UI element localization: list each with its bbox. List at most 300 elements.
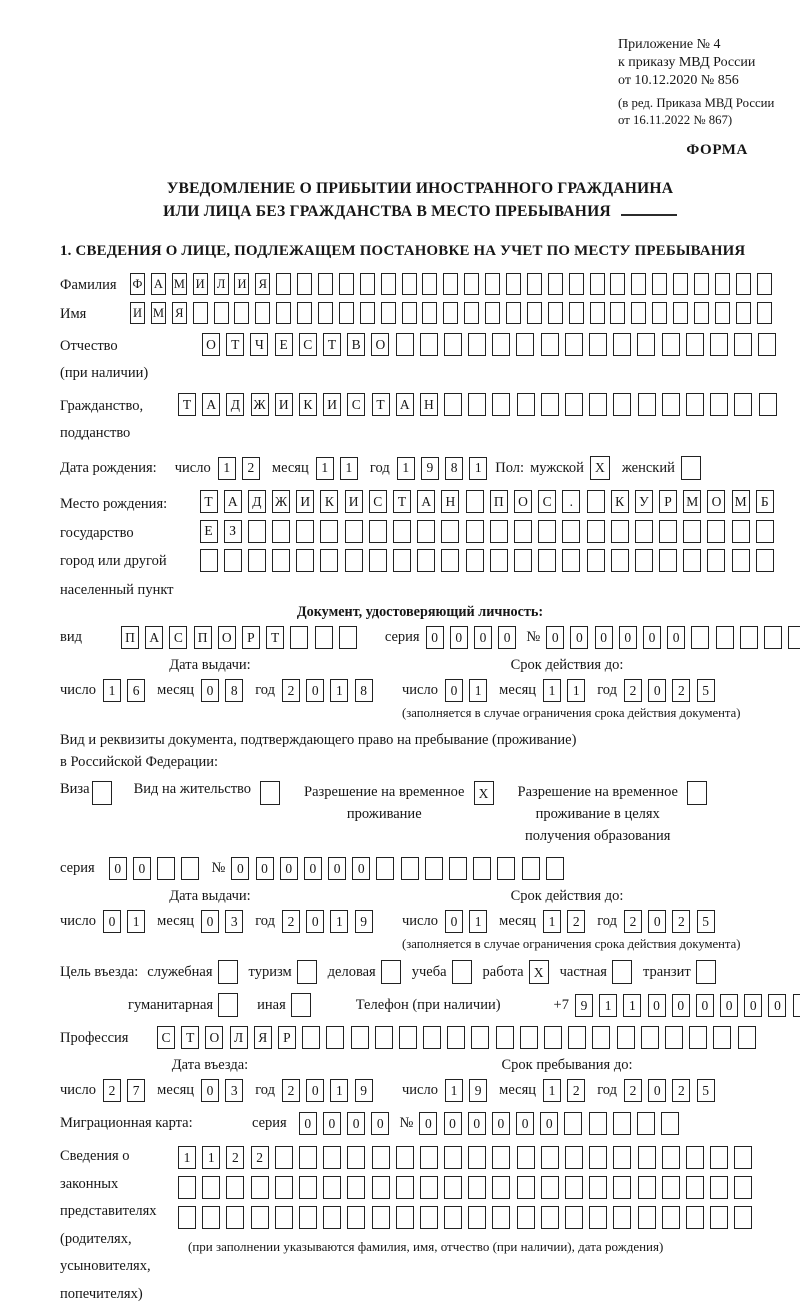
char-cell[interactable]: Е — [275, 333, 293, 356]
char-cell[interactable] — [251, 1206, 269, 1229]
char-cell[interactable] — [764, 626, 782, 649]
char-cell[interactable] — [589, 333, 607, 356]
char-cell[interactable] — [638, 393, 656, 416]
char-cell[interactable] — [683, 549, 701, 572]
char-cell[interactable]: 2 — [624, 1079, 642, 1102]
char-cell[interactable]: 2 — [672, 679, 690, 702]
char-cell[interactable] — [757, 273, 772, 295]
char-cell[interactable] — [447, 1026, 465, 1049]
char-cell[interactable] — [734, 393, 752, 416]
char-cell[interactable] — [339, 626, 357, 649]
char-cell[interactable] — [466, 549, 484, 572]
char-cell[interactable] — [691, 626, 709, 649]
char-cell[interactable] — [381, 302, 396, 324]
char-cell[interactable]: Т — [181, 1026, 199, 1049]
char-cell[interactable]: 0 — [280, 857, 298, 880]
char-cell[interactable] — [736, 273, 751, 295]
checkbox-work[interactable]: X — [529, 960, 549, 984]
char-cell[interactable]: 0 — [570, 626, 588, 649]
char-cell[interactable] — [466, 520, 484, 543]
char-cell[interactable]: 0 — [768, 994, 786, 1017]
checkbox-study[interactable] — [452, 960, 472, 984]
char-cell[interactable] — [589, 1206, 607, 1229]
char-cell[interactable]: С — [347, 393, 365, 416]
char-cell[interactable] — [417, 520, 435, 543]
char-cell[interactable] — [652, 302, 667, 324]
char-cell[interactable] — [297, 273, 312, 295]
char-cell[interactable] — [318, 302, 333, 324]
char-cell[interactable] — [611, 520, 629, 543]
char-cell[interactable]: С — [369, 490, 387, 513]
char-cell[interactable]: 1 — [469, 457, 487, 480]
char-cell[interactable]: 0 — [445, 910, 463, 933]
char-cell[interactable] — [589, 393, 607, 416]
char-cell[interactable] — [662, 333, 680, 356]
checkbox-other-purpose[interactable] — [291, 993, 311, 1017]
char-cell[interactable]: 0 — [498, 626, 516, 649]
char-cell[interactable] — [569, 273, 584, 295]
char-cell[interactable]: А — [145, 626, 163, 649]
char-cell[interactable] — [617, 1026, 635, 1049]
char-cell[interactable] — [689, 1026, 707, 1049]
char-cell[interactable] — [214, 302, 229, 324]
char-cell[interactable]: 1 — [543, 679, 561, 702]
char-cell[interactable]: 1 — [567, 679, 585, 702]
char-cell[interactable] — [347, 1206, 365, 1229]
char-cell[interactable]: Д — [248, 490, 266, 513]
char-cell[interactable] — [393, 549, 411, 572]
char-cell[interactable]: 2 — [282, 1079, 300, 1102]
char-cell[interactable]: 1 — [543, 1079, 561, 1102]
char-cell[interactable] — [683, 520, 701, 543]
char-cell[interactable] — [740, 626, 758, 649]
char-cell[interactable]: 1 — [330, 679, 348, 702]
char-cell[interactable] — [613, 1112, 631, 1135]
char-cell[interactable] — [202, 1176, 220, 1199]
checkbox-female[interactable] — [681, 456, 701, 480]
char-cell[interactable] — [734, 1176, 752, 1199]
char-cell[interactable] — [157, 857, 175, 880]
char-cell[interactable] — [290, 626, 308, 649]
char-cell[interactable] — [517, 393, 535, 416]
char-cell[interactable] — [694, 273, 709, 295]
char-cell[interactable] — [541, 333, 559, 356]
char-cell[interactable]: Т — [178, 393, 196, 416]
char-cell[interactable]: 1 — [623, 994, 641, 1017]
char-cell[interactable]: 8 — [445, 457, 463, 480]
char-cell[interactable] — [710, 393, 728, 416]
char-cell[interactable] — [490, 549, 508, 572]
char-cell[interactable]: 0 — [306, 679, 324, 702]
char-cell[interactable]: 0 — [648, 994, 666, 1017]
char-cell[interactable]: 0 — [696, 994, 714, 1017]
char-cell[interactable]: А — [202, 393, 220, 416]
char-cell[interactable] — [178, 1176, 196, 1199]
char-cell[interactable]: И — [323, 393, 341, 416]
char-cell[interactable] — [686, 1146, 704, 1169]
char-cell[interactable] — [546, 857, 564, 880]
char-cell[interactable] — [492, 393, 510, 416]
char-cell[interactable]: Л — [214, 273, 229, 295]
char-cell[interactable] — [396, 333, 414, 356]
char-cell[interactable] — [638, 1176, 656, 1199]
char-cell[interactable]: 0 — [720, 994, 738, 1017]
char-cell[interactable] — [402, 273, 417, 295]
char-cell[interactable] — [423, 1026, 441, 1049]
char-cell[interactable]: 0 — [540, 1112, 558, 1135]
char-cell[interactable] — [202, 1206, 220, 1229]
char-cell[interactable] — [589, 1146, 607, 1169]
char-cell[interactable] — [569, 302, 584, 324]
char-cell[interactable]: И — [130, 302, 145, 324]
char-cell[interactable]: 1 — [202, 1146, 220, 1169]
checkbox-private[interactable] — [612, 960, 632, 984]
char-cell[interactable] — [323, 1176, 341, 1199]
char-cell[interactable] — [372, 1146, 390, 1169]
char-cell[interactable]: 0 — [109, 857, 127, 880]
char-cell[interactable]: 9 — [421, 457, 439, 480]
char-cell[interactable] — [659, 549, 677, 572]
char-cell[interactable] — [544, 1026, 562, 1049]
char-cell[interactable] — [541, 1206, 559, 1229]
char-cell[interactable] — [506, 302, 521, 324]
char-cell[interactable] — [637, 333, 655, 356]
char-cell[interactable]: Д — [226, 393, 244, 416]
char-cell[interactable] — [610, 302, 625, 324]
char-cell[interactable] — [490, 520, 508, 543]
char-cell[interactable] — [734, 1206, 752, 1229]
char-cell[interactable] — [587, 520, 605, 543]
char-cell[interactable] — [527, 273, 542, 295]
char-cell[interactable] — [562, 549, 580, 572]
char-cell[interactable]: Н — [420, 393, 438, 416]
char-cell[interactable] — [673, 273, 688, 295]
char-cell[interactable] — [420, 1206, 438, 1229]
char-cell[interactable] — [376, 857, 394, 880]
char-cell[interactable] — [548, 302, 563, 324]
char-cell[interactable] — [420, 1146, 438, 1169]
char-cell[interactable]: 2 — [672, 910, 690, 933]
char-cell[interactable]: 1 — [445, 1079, 463, 1102]
char-cell[interactable]: 5 — [697, 1079, 715, 1102]
char-cell[interactable]: О — [218, 626, 236, 649]
char-cell[interactable] — [468, 1176, 486, 1199]
char-cell[interactable] — [323, 1206, 341, 1229]
char-cell[interactable]: 0 — [444, 1112, 462, 1135]
char-cell[interactable]: 0 — [299, 1112, 317, 1135]
char-cell[interactable]: 2 — [251, 1146, 269, 1169]
char-cell[interactable] — [686, 1176, 704, 1199]
char-cell[interactable]: С — [157, 1026, 175, 1049]
char-cell[interactable] — [517, 1146, 535, 1169]
char-cell[interactable]: А — [224, 490, 242, 513]
char-cell[interactable] — [464, 273, 479, 295]
char-cell[interactable]: 0 — [648, 679, 666, 702]
char-cell[interactable] — [296, 549, 314, 572]
char-cell[interactable] — [420, 333, 438, 356]
char-cell[interactable]: 0 — [419, 1112, 437, 1135]
char-cell[interactable]: 2 — [103, 1079, 121, 1102]
char-cell[interactable]: 0 — [352, 857, 370, 880]
char-cell[interactable] — [226, 1176, 244, 1199]
char-cell[interactable] — [756, 520, 774, 543]
char-cell[interactable] — [468, 393, 486, 416]
char-cell[interactable] — [473, 857, 491, 880]
char-cell[interactable] — [568, 1026, 586, 1049]
char-cell[interactable] — [318, 273, 333, 295]
char-cell[interactable]: 1 — [103, 679, 121, 702]
char-cell[interactable] — [590, 302, 605, 324]
char-cell[interactable]: 2 — [282, 679, 300, 702]
char-cell[interactable] — [443, 302, 458, 324]
char-cell[interactable] — [631, 302, 646, 324]
char-cell[interactable]: 0 — [201, 679, 219, 702]
char-cell[interactable] — [662, 1176, 680, 1199]
char-cell[interactable] — [276, 273, 291, 295]
char-cell[interactable]: 6 — [127, 679, 145, 702]
char-cell[interactable] — [444, 1176, 462, 1199]
char-cell[interactable] — [610, 273, 625, 295]
char-cell[interactable] — [541, 1176, 559, 1199]
char-cell[interactable]: 2 — [242, 457, 260, 480]
char-cell[interactable] — [444, 333, 462, 356]
char-cell[interactable]: 1 — [340, 457, 358, 480]
char-cell[interactable] — [275, 1176, 293, 1199]
char-cell[interactable]: 0 — [667, 626, 685, 649]
char-cell[interactable]: П — [194, 626, 212, 649]
char-cell[interactable] — [444, 1146, 462, 1169]
char-cell[interactable] — [565, 1176, 583, 1199]
char-cell[interactable] — [587, 549, 605, 572]
checkbox-residence-permit[interactable] — [260, 781, 280, 805]
char-cell[interactable] — [492, 1206, 510, 1229]
char-cell[interactable] — [422, 302, 437, 324]
checkbox-official[interactable] — [218, 960, 238, 984]
char-cell[interactable]: 1 — [330, 1079, 348, 1102]
char-cell[interactable] — [758, 333, 776, 356]
char-cell[interactable] — [360, 273, 375, 295]
char-cell[interactable]: 0 — [468, 1112, 486, 1135]
char-cell[interactable] — [707, 520, 725, 543]
char-cell[interactable] — [707, 549, 725, 572]
char-cell[interactable] — [565, 393, 583, 416]
char-cell[interactable] — [275, 1146, 293, 1169]
char-cell[interactable]: З — [224, 520, 242, 543]
char-cell[interactable]: О — [707, 490, 725, 513]
char-cell[interactable]: 1 — [397, 457, 415, 480]
char-cell[interactable] — [788, 626, 800, 649]
char-cell[interactable] — [710, 1176, 728, 1199]
char-cell[interactable]: 0 — [450, 626, 468, 649]
char-cell[interactable]: Ж — [272, 490, 290, 513]
char-cell[interactable] — [381, 273, 396, 295]
char-cell[interactable] — [193, 302, 208, 324]
char-cell[interactable]: Т — [372, 393, 390, 416]
char-cell[interactable]: Ч — [250, 333, 268, 356]
char-cell[interactable] — [224, 549, 242, 572]
char-cell[interactable] — [375, 1026, 393, 1049]
checkbox-visa[interactable] — [92, 781, 112, 805]
char-cell[interactable] — [734, 1146, 752, 1169]
char-cell[interactable]: 3 — [225, 910, 243, 933]
char-cell[interactable] — [715, 302, 730, 324]
checkbox-transit[interactable] — [696, 960, 716, 984]
char-cell[interactable] — [517, 1176, 535, 1199]
char-cell[interactable]: 0 — [474, 626, 492, 649]
char-cell[interactable]: М — [732, 490, 750, 513]
char-cell[interactable]: 0 — [492, 1112, 510, 1135]
char-cell[interactable]: 9 — [575, 994, 593, 1017]
char-cell[interactable] — [345, 520, 363, 543]
char-cell[interactable]: 1 — [316, 457, 334, 480]
char-cell[interactable] — [564, 1112, 582, 1135]
char-cell[interactable] — [638, 1206, 656, 1229]
char-cell[interactable] — [200, 549, 218, 572]
char-cell[interactable]: 9 — [355, 1079, 373, 1102]
char-cell[interactable]: 0 — [648, 1079, 666, 1102]
char-cell[interactable] — [402, 302, 417, 324]
char-cell[interactable] — [497, 857, 515, 880]
char-cell[interactable] — [302, 1026, 320, 1049]
char-cell[interactable] — [360, 302, 375, 324]
char-cell[interactable] — [710, 1206, 728, 1229]
char-cell[interactable] — [590, 273, 605, 295]
char-cell[interactable]: У — [635, 490, 653, 513]
char-cell[interactable]: М — [683, 490, 701, 513]
char-cell[interactable]: . — [562, 490, 580, 513]
char-cell[interactable] — [710, 333, 728, 356]
char-cell[interactable] — [492, 1146, 510, 1169]
char-cell[interactable] — [613, 393, 631, 416]
char-cell[interactable] — [485, 302, 500, 324]
char-cell[interactable]: 0 — [256, 857, 274, 880]
char-cell[interactable] — [565, 1146, 583, 1169]
char-cell[interactable] — [715, 273, 730, 295]
char-cell[interactable]: М — [172, 273, 187, 295]
char-cell[interactable]: 7 — [127, 1079, 145, 1102]
checkbox-humanitarian[interactable] — [218, 993, 238, 1017]
char-cell[interactable] — [396, 1146, 414, 1169]
char-cell[interactable]: П — [490, 490, 508, 513]
char-cell[interactable]: О — [371, 333, 389, 356]
char-cell[interactable] — [444, 393, 462, 416]
char-cell[interactable]: 1 — [218, 457, 236, 480]
char-cell[interactable] — [686, 393, 704, 416]
char-cell[interactable] — [234, 302, 249, 324]
char-cell[interactable]: 0 — [201, 910, 219, 933]
char-cell[interactable] — [589, 1112, 607, 1135]
char-cell[interactable]: 1 — [469, 910, 487, 933]
char-cell[interactable]: Л — [230, 1026, 248, 1049]
char-cell[interactable]: К — [320, 490, 338, 513]
char-cell[interactable]: 1 — [469, 679, 487, 702]
char-cell[interactable] — [665, 1026, 683, 1049]
char-cell[interactable] — [276, 302, 291, 324]
char-cell[interactable] — [613, 1206, 631, 1229]
char-cell[interactable] — [662, 1146, 680, 1169]
char-cell[interactable] — [315, 626, 333, 649]
char-cell[interactable] — [635, 520, 653, 543]
char-cell[interactable]: П — [121, 626, 139, 649]
char-cell[interactable]: О — [514, 490, 532, 513]
char-cell[interactable] — [496, 1026, 514, 1049]
char-cell[interactable] — [694, 302, 709, 324]
char-cell[interactable] — [734, 333, 752, 356]
char-cell[interactable] — [441, 549, 459, 572]
char-cell[interactable]: Т — [226, 333, 244, 356]
char-cell[interactable] — [716, 626, 734, 649]
checkbox-tourism[interactable] — [297, 960, 317, 984]
char-cell[interactable]: 0 — [619, 626, 637, 649]
char-cell[interactable]: 5 — [697, 910, 715, 933]
char-cell[interactable]: Т — [323, 333, 341, 356]
char-cell[interactable]: 0 — [648, 910, 666, 933]
char-cell[interactable] — [226, 1206, 244, 1229]
char-cell[interactable] — [399, 1026, 417, 1049]
char-cell[interactable] — [492, 1176, 510, 1199]
char-cell[interactable]: Е — [200, 520, 218, 543]
char-cell[interactable]: А — [417, 490, 435, 513]
char-cell[interactable] — [323, 1146, 341, 1169]
char-cell[interactable] — [296, 520, 314, 543]
char-cell[interactable]: И — [345, 490, 363, 513]
char-cell[interactable]: 0 — [371, 1112, 389, 1135]
char-cell[interactable]: 0 — [201, 1079, 219, 1102]
char-cell[interactable] — [422, 273, 437, 295]
char-cell[interactable] — [248, 520, 266, 543]
char-cell[interactable] — [516, 333, 534, 356]
char-cell[interactable]: 0 — [643, 626, 661, 649]
char-cell[interactable] — [320, 520, 338, 543]
char-cell[interactable] — [673, 302, 688, 324]
char-cell[interactable]: С — [538, 490, 556, 513]
char-cell[interactable]: 0 — [103, 910, 121, 933]
char-cell[interactable] — [659, 520, 677, 543]
char-cell[interactable] — [506, 273, 521, 295]
char-cell[interactable] — [548, 273, 563, 295]
char-cell[interactable]: Т — [266, 626, 284, 649]
char-cell[interactable] — [736, 302, 751, 324]
char-cell[interactable] — [351, 1026, 369, 1049]
char-cell[interactable] — [538, 549, 556, 572]
char-cell[interactable] — [541, 1146, 559, 1169]
char-cell[interactable] — [641, 1026, 659, 1049]
char-cell[interactable]: Я — [255, 273, 270, 295]
char-cell[interactable]: 0 — [328, 857, 346, 880]
char-cell[interactable] — [372, 1206, 390, 1229]
char-cell[interactable]: А — [396, 393, 414, 416]
char-cell[interactable] — [661, 1112, 679, 1135]
char-cell[interactable] — [417, 549, 435, 572]
char-cell[interactable]: 2 — [226, 1146, 244, 1169]
char-cell[interactable]: А — [151, 273, 166, 295]
char-cell[interactable] — [396, 1176, 414, 1199]
char-cell[interactable] — [441, 520, 459, 543]
char-cell[interactable] — [613, 333, 631, 356]
char-cell[interactable]: 2 — [567, 1079, 585, 1102]
char-cell[interactable] — [686, 1206, 704, 1229]
char-cell[interactable] — [738, 1026, 756, 1049]
char-cell[interactable] — [759, 393, 777, 416]
char-cell[interactable] — [756, 549, 774, 572]
char-cell[interactable]: 0 — [595, 626, 613, 649]
char-cell[interactable] — [425, 857, 443, 880]
char-cell[interactable] — [345, 549, 363, 572]
char-cell[interactable]: 2 — [567, 910, 585, 933]
char-cell[interactable] — [299, 1146, 317, 1169]
char-cell[interactable]: К — [299, 393, 317, 416]
char-cell[interactable]: 1 — [178, 1146, 196, 1169]
